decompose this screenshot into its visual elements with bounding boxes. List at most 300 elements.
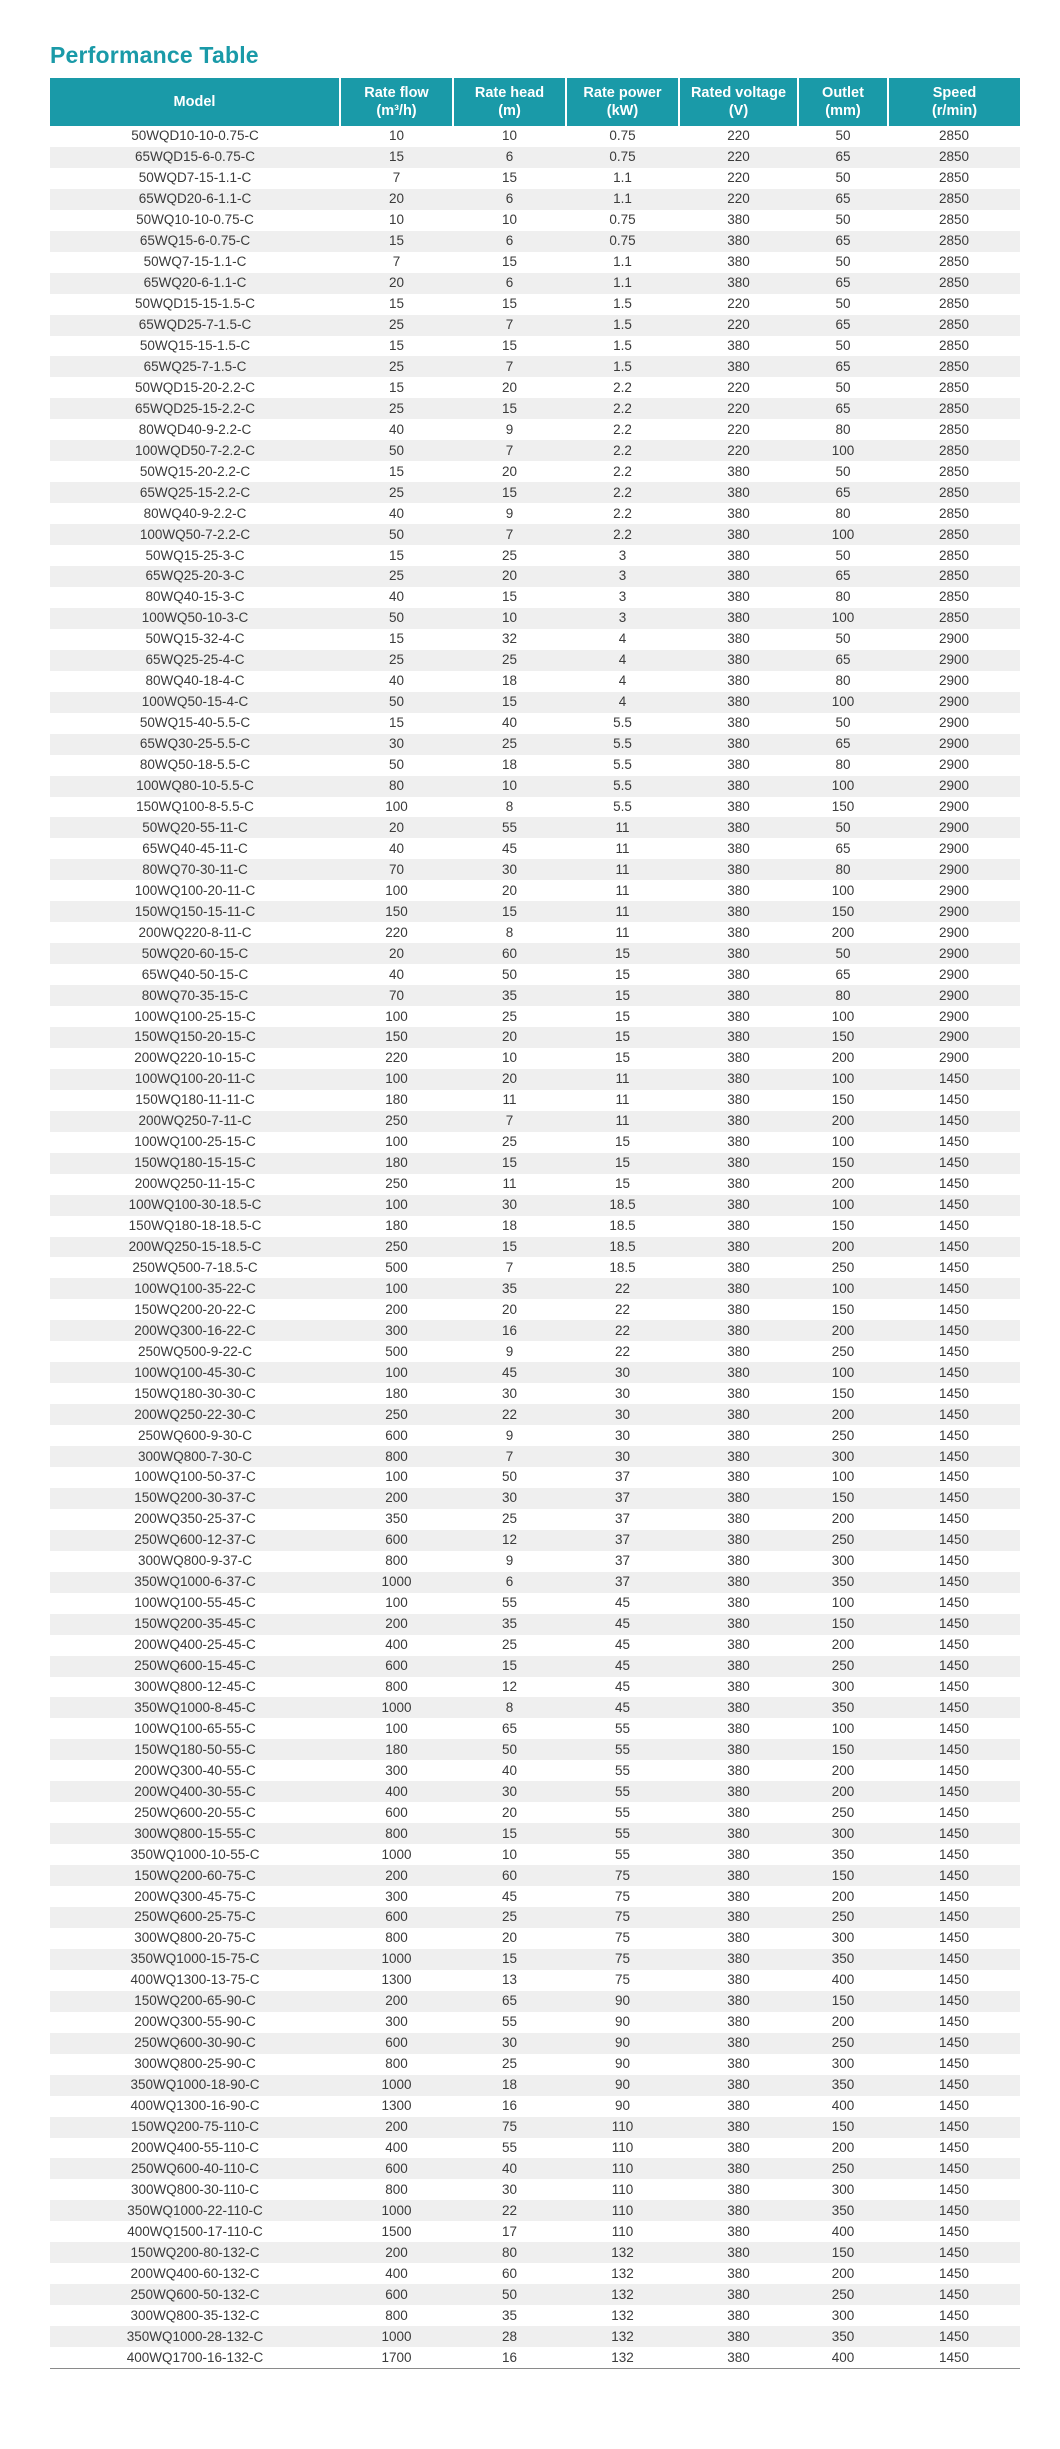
- cell-outlet: 150: [798, 1865, 888, 1886]
- cell-model: 300WQ800-20-75-C: [134, 1930, 256, 1946]
- cell-outlet: 200: [831, 2139, 855, 2155]
- cell-speed: 1450: [938, 1762, 970, 1778]
- cell-outlet: 100: [831, 1134, 855, 1150]
- table-row: [50, 2054, 1020, 2075]
- cell-rated-voltage: 380: [679, 1991, 798, 2012]
- cell-rated-voltage: 380: [679, 1488, 798, 1509]
- cell-speed: 2850: [938, 338, 970, 353]
- cell-rate-power: 55: [614, 1804, 631, 1820]
- cell-rated-voltage: 380: [727, 1888, 750, 1904]
- cell-rated-voltage: 380: [727, 1762, 750, 1778]
- cell-speed: 1450: [938, 1427, 970, 1443]
- cell-rate-head: 7: [453, 315, 566, 336]
- cell-rate-head: 10: [453, 608, 566, 629]
- cell-rate-head: 16: [453, 1320, 566, 1341]
- cell-rate-flow: 7: [392, 170, 401, 186]
- cell-speed: 2850: [938, 463, 970, 479]
- cell-model: 80WQ40-15-3-C: [145, 589, 245, 605]
- cell-rate-head: 15: [501, 589, 518, 605]
- cell-model: 300WQ800-7-30-C: [50, 1446, 340, 1467]
- cell-rate-flow: 50: [388, 757, 405, 773]
- cell-rate-power: 132: [566, 2347, 679, 2368]
- cell-speed: 2900: [938, 882, 970, 898]
- cell-outlet: 200: [831, 1637, 855, 1653]
- table-row: [50, 1823, 1020, 1844]
- cell-model: 150WQ180-30-30-C: [134, 1385, 256, 1401]
- cell-rated-voltage: 380: [679, 650, 798, 671]
- cell-rated-voltage: 380: [727, 2098, 750, 2114]
- cell-rate-flow: 600: [340, 1907, 453, 1928]
- cell-rated-voltage: 380: [679, 817, 798, 838]
- cell-outlet: 300: [798, 1823, 888, 1844]
- cell-rate-head: 80: [453, 2242, 566, 2263]
- cell-speed: 1450: [938, 1804, 970, 1820]
- cell-speed: 2850: [938, 379, 970, 395]
- cell-rate-power: 37: [614, 1511, 631, 1527]
- cell-outlet: 80: [798, 985, 888, 1006]
- cell-speed: 2850: [888, 566, 1020, 587]
- cell-speed: 2850: [938, 254, 970, 270]
- cell-rate-flow: 15: [340, 147, 453, 168]
- cell-rate-power: 37: [566, 1530, 679, 1551]
- cell-rate-head: 25: [453, 650, 566, 671]
- cell-rated-voltage: 380: [679, 273, 798, 294]
- table-row: [50, 1027, 1020, 1048]
- cell-outlet: 80: [835, 673, 851, 689]
- cell-rate-head: 12: [453, 1530, 566, 1551]
- cell-speed: 2850: [938, 212, 970, 228]
- cell-rate-power: 55: [614, 1762, 631, 1778]
- cell-rate-head: 15: [453, 901, 566, 922]
- cell-rate-flow: 100: [340, 1069, 453, 1090]
- cell-speed: 1450: [938, 1259, 970, 1275]
- cell-outlet: 100: [831, 1008, 855, 1024]
- cell-speed: 1450: [888, 1656, 1020, 1677]
- cell-model: 150WQ180-15-15-C: [50, 1153, 340, 1174]
- cell-rate-flow: 25: [340, 398, 453, 419]
- cell-rate-head: 9: [505, 1553, 514, 1569]
- cell-rate-flow: 250: [340, 1237, 453, 1258]
- cell-rate-flow: 600: [340, 1656, 453, 1677]
- cell-speed: 1450: [888, 1907, 1020, 1928]
- cell-rate-power: 11: [566, 1069, 679, 1090]
- cell-outlet: 150: [798, 2242, 888, 2263]
- cell-rate-power: 4: [566, 650, 679, 671]
- cell-rated-voltage: 380: [679, 1614, 798, 1635]
- cell-rate-power: 18.5: [566, 1195, 679, 1216]
- cell-speed: 2900: [888, 776, 1020, 797]
- cell-rate-head: 9: [505, 505, 514, 521]
- cell-rate-head: 50: [453, 2284, 566, 2305]
- table-row: [50, 1048, 1020, 1069]
- cell-model: 350WQ1000-10-55-C: [130, 1846, 260, 1862]
- cell-outlet: 300: [831, 1930, 855, 1946]
- cell-outlet: 100: [831, 1720, 855, 1736]
- cell-speed: 2850: [938, 505, 970, 521]
- cell-outlet: 250: [831, 1427, 855, 1443]
- cell-rate-head: 25: [501, 1637, 518, 1653]
- cell-outlet: 400: [831, 2223, 855, 2239]
- cell-outlet: 400: [798, 2347, 888, 2368]
- cell-rated-voltage: 380: [727, 1679, 750, 1694]
- cell-rate-power: 22: [614, 1343, 631, 1359]
- cell-rate-power: 132: [566, 2326, 679, 2347]
- cell-model: 65WQD15-6-0.75-C: [50, 147, 340, 168]
- cell-rate-head: 7: [453, 524, 566, 545]
- cell-outlet: 50: [835, 463, 851, 479]
- cell-model: 100WQ50-15-4-C: [50, 692, 340, 713]
- table-row: [50, 1739, 1020, 1760]
- cell-rate-flow: 300: [340, 1320, 453, 1341]
- table-row: [50, 315, 1020, 336]
- cell-rate-flow: 400: [385, 1637, 408, 1653]
- cell-rated-voltage: 380: [679, 2326, 798, 2347]
- cell-model: 80WQ70-30-11-C: [50, 859, 340, 880]
- cell-rated-voltage: 220: [727, 170, 750, 186]
- table-row: [50, 1551, 1020, 1572]
- table-row: [50, 1404, 1020, 1425]
- cell-rate-power: 1.5: [566, 356, 679, 377]
- cell-speed: 2850: [888, 608, 1020, 629]
- cell-rate-head: 28: [453, 2326, 566, 2347]
- table-row: [50, 2138, 1020, 2159]
- cell-rate-flow: 50: [340, 524, 453, 545]
- cell-outlet: 250: [831, 1259, 855, 1275]
- header-rate-flow-label: Rate flow: [364, 85, 429, 101]
- cell-speed: 2850: [888, 273, 1020, 294]
- cell-model: 100WQ50-7-2.2-C: [50, 524, 340, 545]
- cell-rate-power: 75: [614, 1972, 631, 1988]
- cell-rate-head: 15: [501, 170, 518, 186]
- cell-model: 200WQ250-11-15-C: [134, 1176, 256, 1192]
- cell-speed: 1450: [938, 2139, 970, 2155]
- cell-rated-voltage: 380: [727, 547, 750, 563]
- cell-speed: 1450: [938, 1343, 970, 1359]
- cell-speed: 1450: [888, 1195, 1020, 1216]
- cell-outlet: 350: [798, 1949, 888, 1970]
- cell-speed: 1450: [888, 1949, 1020, 1970]
- table-row: [50, 776, 1020, 797]
- table-row: [50, 2347, 1020, 2368]
- cell-rate-head: 7: [453, 356, 566, 377]
- cell-outlet: 50: [835, 296, 851, 312]
- table-row: [50, 252, 1020, 273]
- header-rate-flow: [340, 78, 453, 126]
- table-row: [50, 1865, 1020, 1886]
- cell-speed: 1450: [938, 1385, 970, 1401]
- cell-rate-power: 132: [611, 2307, 634, 2323]
- cell-rated-voltage: 380: [679, 776, 798, 797]
- cell-speed: 2900: [938, 840, 970, 856]
- cell-rate-head: 9: [505, 421, 514, 437]
- table-row: [50, 126, 1020, 147]
- cell-rate-power: 30: [566, 1362, 679, 1383]
- cell-outlet: 65: [798, 189, 888, 210]
- cell-rated-voltage: 380: [679, 2200, 798, 2221]
- table-row: [50, 1697, 1020, 1718]
- cell-rate-head: 22: [453, 2200, 566, 2221]
- cell-rate-flow: 25: [340, 566, 453, 587]
- cell-rated-voltage: 380: [679, 985, 798, 1006]
- cell-rate-flow: 40: [388, 421, 405, 437]
- cell-model: 100WQ100-20-11-C: [50, 1069, 340, 1090]
- cell-rate-head: 25: [501, 1008, 518, 1024]
- cell-speed: 2850: [938, 547, 970, 563]
- cell-rated-voltage: 380: [727, 1259, 750, 1275]
- cell-rated-voltage: 380: [679, 1111, 798, 1132]
- cell-rate-head: 25: [501, 1134, 518, 1150]
- cell-outlet: 350: [798, 1697, 888, 1718]
- cell-rate-head: 30: [453, 1781, 566, 1802]
- cell-rate-head: 7: [453, 440, 566, 461]
- cell-rate-head: 20: [453, 1027, 566, 1048]
- cell-rate-head: 15: [501, 254, 518, 270]
- cell-rated-voltage: 380: [679, 901, 798, 922]
- cell-rate-head: 30: [453, 859, 566, 880]
- cell-model: 250WQ600-25-75-C: [50, 1907, 340, 1928]
- cell-rate-flow: 600: [385, 1427, 408, 1443]
- cell-rated-voltage: 380: [727, 1385, 750, 1401]
- cell-outlet: 65: [835, 840, 851, 856]
- cell-model: 100WQ100-50-37-C: [134, 1469, 256, 1485]
- cell-speed: 1450: [938, 1301, 970, 1317]
- cell-rated-voltage: 380: [679, 2347, 798, 2368]
- cell-model: 65WQ25-25-4-C: [50, 650, 340, 671]
- cell-outlet: 80: [798, 859, 888, 880]
- cell-rate-head: 20: [501, 1804, 518, 1820]
- table-row: [50, 1425, 1020, 1446]
- table-row: [50, 1446, 1020, 1467]
- cell-rate-head: 45: [501, 1888, 518, 1904]
- cell-model: 65WQD20-6-1.1-C: [50, 189, 340, 210]
- cell-rate-head: 15: [453, 1823, 566, 1844]
- table-row: [50, 482, 1020, 503]
- cell-model: 150WQ200-30-37-C: [50, 1488, 340, 1509]
- cell-rate-flow: 600: [340, 2284, 453, 2305]
- cell-rate-flow: 200: [340, 1991, 453, 2012]
- cell-speed: 2850: [888, 147, 1020, 168]
- table-row: [50, 1362, 1020, 1383]
- cell-rated-voltage: 220: [679, 398, 798, 419]
- cell-model: 150WQ150-15-11-C: [50, 901, 340, 922]
- cell-rate-flow: 400: [385, 2139, 408, 2155]
- cell-outlet: 200: [798, 1781, 888, 1802]
- cell-rate-flow: 1300: [381, 2098, 412, 2114]
- cell-model: 200WQ250-22-30-C: [50, 1404, 340, 1425]
- cell-rated-voltage: 380: [679, 1362, 798, 1383]
- cell-rated-voltage: 380: [727, 798, 750, 814]
- cell-outlet: 50: [835, 170, 851, 186]
- table-row: [50, 1718, 1020, 1739]
- cell-rate-flow: 1000: [340, 1949, 453, 1970]
- cell-rate-power: 75: [566, 1865, 679, 1886]
- table-row: [50, 1844, 1020, 1865]
- cell-rate-flow: 600: [340, 2033, 453, 2054]
- table-row: [50, 2305, 1020, 2326]
- cell-speed: 2900: [938, 673, 970, 689]
- cell-rated-voltage: 380: [679, 2242, 798, 2263]
- cell-rate-head: 60: [453, 1865, 566, 1886]
- header-rate-power-unit: (kW): [606, 103, 639, 119]
- cell-rated-voltage: 380: [727, 1511, 750, 1527]
- table-row: [50, 1509, 1020, 1530]
- cell-rate-power: 1.1: [613, 254, 632, 270]
- cell-rated-voltage: 380: [679, 1195, 798, 1216]
- table-row: [50, 210, 1020, 231]
- cell-outlet: 65: [798, 273, 888, 294]
- cell-rated-voltage: 380: [679, 1949, 798, 1970]
- cell-model: 50WQ20-60-15-C: [50, 943, 340, 964]
- cell-outlet: 100: [831, 882, 855, 898]
- cell-speed: 1450: [938, 2098, 970, 2114]
- cell-rate-flow: 500: [385, 1259, 408, 1275]
- cell-speed: 1450: [888, 1530, 1020, 1551]
- cell-outlet: 200: [831, 1176, 855, 1192]
- cell-rate-flow: 150: [340, 1027, 453, 1048]
- cell-outlet: 350: [798, 2200, 888, 2221]
- cell-outlet: 65: [798, 734, 888, 755]
- cell-speed: 1450: [888, 1614, 1020, 1635]
- cell-rate-flow: 250: [340, 1404, 453, 1425]
- cell-rate-power: 45: [566, 1614, 679, 1635]
- cell-outlet: 100: [798, 1069, 888, 1090]
- cell-model: 50WQD15-15-1.5-C: [134, 296, 256, 312]
- cell-rate-flow: 220: [385, 924, 408, 940]
- cell-rate-head: 50: [453, 1739, 566, 1760]
- cell-rate-power: 110: [566, 2200, 679, 2221]
- table-row: [50, 1069, 1020, 1090]
- cell-rated-voltage: 380: [727, 631, 750, 647]
- table-row: [50, 356, 1020, 377]
- cell-rate-flow: 25: [340, 650, 453, 671]
- table-row: [50, 1656, 1020, 1677]
- cell-rate-flow: 25: [340, 482, 453, 503]
- cell-rate-head: 15: [501, 296, 518, 312]
- cell-rate-flow: 180: [385, 1385, 408, 1401]
- cell-rate-flow: 100: [385, 1469, 408, 1485]
- cell-speed: 1450: [888, 1153, 1020, 1174]
- cell-outlet: 50: [835, 379, 851, 395]
- cell-speed: 2900: [938, 631, 970, 647]
- table-row: [50, 2200, 1020, 2221]
- cell-model: 100WQ100-55-45-C: [134, 1595, 256, 1611]
- cell-outlet: 300: [798, 1446, 888, 1467]
- cell-outlet: 150: [798, 1991, 888, 2012]
- cell-speed: 2900: [888, 943, 1020, 964]
- cell-model: 300WQ800-15-55-C: [50, 1823, 340, 1844]
- cell-speed: 2850: [888, 315, 1020, 336]
- table-row: [50, 1341, 1020, 1362]
- cell-rate-flow: 350: [385, 1511, 408, 1527]
- cell-rate-power: 18.5: [609, 1218, 636, 1234]
- cell-rated-voltage: 220: [679, 147, 798, 168]
- header-outlet-label: Outlet: [822, 85, 864, 101]
- cell-rate-power: 15: [614, 1008, 631, 1024]
- table-row: [50, 2158, 1020, 2179]
- table-row: [50, 2242, 1020, 2263]
- cell-speed: 2850: [938, 296, 970, 312]
- cell-outlet: 150: [831, 1092, 855, 1108]
- cell-rate-head: 45: [501, 840, 518, 856]
- cell-rate-head: 8: [453, 1697, 566, 1718]
- cell-outlet: 250: [798, 1656, 888, 1677]
- cell-rate-power: 5.5: [613, 757, 632, 773]
- table-row: [50, 943, 1020, 964]
- cell-rate-power: 22: [566, 1278, 679, 1299]
- cell-outlet: 50: [798, 817, 888, 838]
- cell-rate-power: 11: [615, 924, 630, 940]
- table-body: [50, 126, 1020, 2368]
- cell-rate-power: 75: [566, 1949, 679, 1970]
- header-row: [50, 78, 1020, 126]
- cell-model: 150WQ200-65-90-C: [50, 1991, 340, 2012]
- cell-rate-flow: 200: [340, 2117, 453, 2138]
- cell-rate-power: 2.2: [613, 421, 632, 437]
- cell-speed: 1450: [938, 1176, 970, 1192]
- cell-speed: 2850: [938, 170, 970, 186]
- table-row: [50, 1174, 1020, 1195]
- cell-rate-flow: 600: [385, 1804, 408, 1820]
- header-rated-voltage-unit: (V): [728, 103, 749, 119]
- header-model: [50, 78, 340, 126]
- cell-rate-head: 30: [453, 2033, 566, 2054]
- cell-rate-flow: 40: [388, 966, 405, 982]
- cell-model: 300WQ800-25-90-C: [134, 2056, 256, 2072]
- cell-rate-power: 15: [614, 1176, 631, 1192]
- table-row: [50, 1257, 1020, 1278]
- cell-rate-flow: 300: [385, 1762, 408, 1778]
- cell-rate-power: 3: [618, 547, 627, 563]
- cell-outlet: 80: [835, 589, 851, 605]
- cell-rate-power: 5.5: [613, 798, 632, 814]
- cell-rate-flow: 250: [385, 1176, 408, 1192]
- cell-speed: 1450: [888, 1111, 1020, 1132]
- cell-rate-flow: 800: [385, 2307, 408, 2323]
- cell-outlet: 100: [798, 1278, 888, 1299]
- cell-rated-voltage: 380: [679, 2158, 798, 2179]
- table-header: [50, 78, 1020, 126]
- cell-rate-flow: 70: [340, 859, 453, 880]
- cell-outlet: 80: [835, 421, 851, 437]
- table-row: [50, 1299, 1020, 1320]
- table-row: [50, 1111, 1020, 1132]
- cell-model: 300WQ800-35-132-C: [130, 2307, 260, 2323]
- table-row: [50, 2117, 1020, 2138]
- table-row: [50, 1006, 1020, 1027]
- cell-rated-voltage: 380: [679, 356, 798, 377]
- table-row: [50, 503, 1020, 524]
- table-row: [50, 1949, 1020, 1970]
- cell-rate-flow: 15: [388, 296, 405, 312]
- cell-speed: 2900: [888, 692, 1020, 713]
- table-row: [50, 1216, 1020, 1237]
- cell-rate-flow: 600: [340, 2158, 453, 2179]
- cell-rated-voltage: 380: [727, 1427, 750, 1443]
- cell-rated-voltage: 220: [679, 315, 798, 336]
- cell-model: 200WQ220-10-15-C: [134, 1050, 256, 1066]
- cell-rate-power: 90: [614, 2014, 631, 2030]
- cell-rate-flow: 300: [385, 2014, 408, 2030]
- cell-rate-head: 17: [501, 2223, 518, 2239]
- cell-rate-power: 18.5: [566, 1237, 679, 1258]
- cell-rate-flow: 100: [385, 1720, 408, 1736]
- performance-table: [50, 78, 1020, 2369]
- cell-outlet: 50: [835, 254, 851, 270]
- cell-outlet: 200: [798, 1111, 888, 1132]
- cell-rated-voltage: 380: [727, 2307, 750, 2323]
- cell-rated-voltage: 380: [727, 2139, 750, 2155]
- cell-rate-flow: 10: [388, 212, 405, 228]
